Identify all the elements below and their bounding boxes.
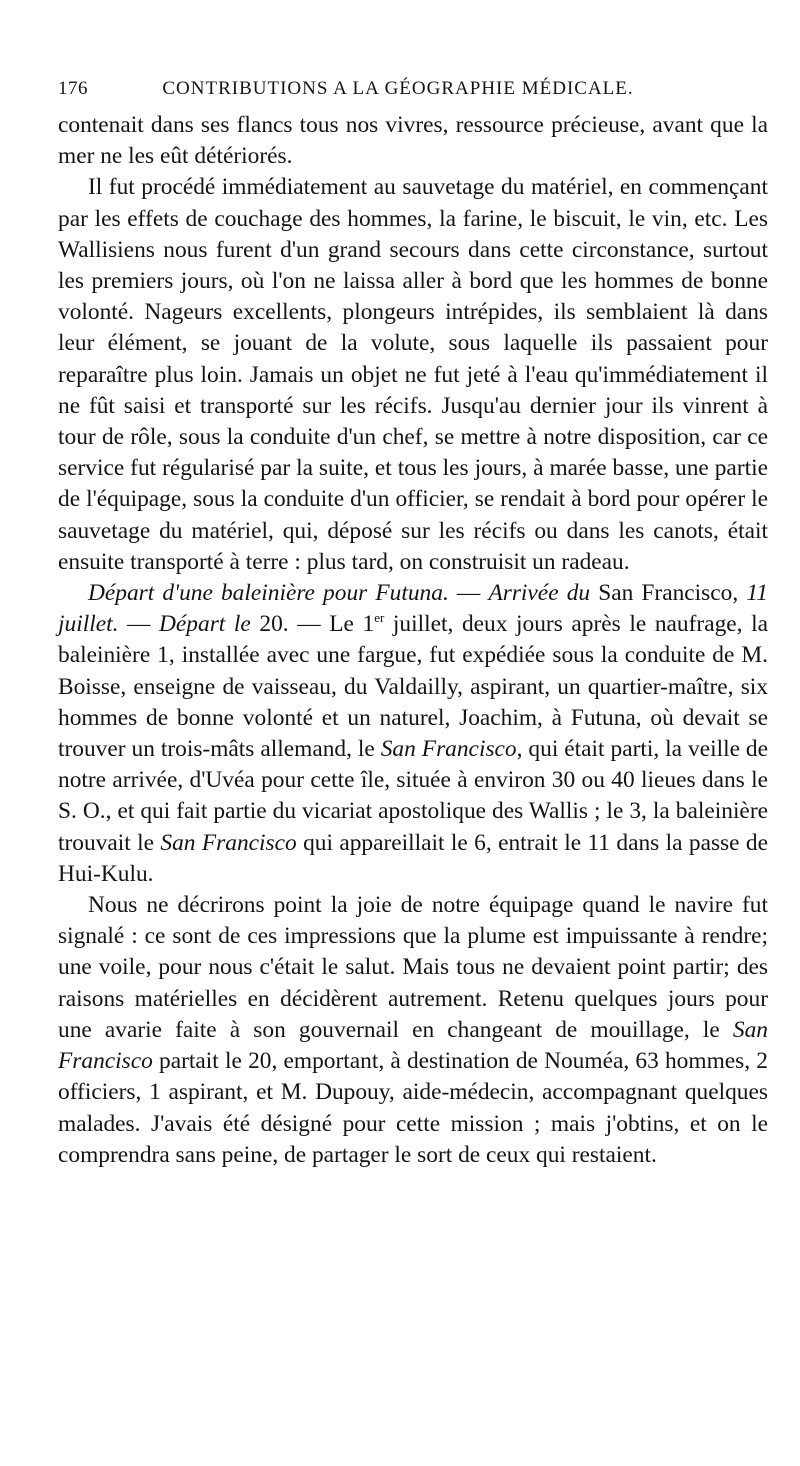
text-segment: , qui était parti, la veille de notre arrivée, d'Uvéa pour cette île, située à environ 30 ou 40 lieues dans le S. O., et qui fait partie du vicariat apostolique des Wallis ; le 3, la baleinière trouvait le [58, 736, 768, 856]
running-title: CONTRIBUTIONS A LA GÉOGRAPHIE MÉDICALE. [162, 78, 634, 99]
section-heading-depart: Départ d'une baleinière pour Futuna. [88, 580, 449, 607]
superscript-er: er [374, 610, 385, 626]
text-segment: qui appareillait le 6, entrait le 11 dans la passe de Hui-Kulu. [58, 829, 768, 887]
paragraph-sauvetage: Il fut procédé immédiatement au sauvetage du matériel, en commençant par les effets de couchage des hommes, la farine, le biscuit, le vin, etc. Les Wallisiens nous furent d'un grand secours dans cette circonstance, surtout les premiers jours, où l'on ne laissa aller à bord que les hommes de bonne volonté. Nageurs excellents, plongeurs intrépides, ils semblaient là dans leur élément, se jouant de la volute, sous laquelle ils passaient pour reparaître plus loin. Jamais un objet ne fut jeté à l'eau qu'immédiatement il ne fût saisi et transporté sur les récifs. Jusqu'au dernier jour ils vinrent à tour de rôle, sous la conduite d'un chef, se mettre à notre disposition, car ce service fut régularisé par la suite, et tous les jours, à marée basse, une partie de l'équipage, sous la conduite d'un officier, se rendait à bord pour opérer le sauvetage du matériel, qui, déposé sur les récifs ou dans les canots, était ensuite transporté à terre : plus tard, on construisit un radeau. [58, 174, 768, 575]
ship-name: San Francisco [58, 1016, 768, 1075]
text-segment: Nous ne décrirons point la joie de notre équipage quand le navire fut signalé : ce sont de ces impressions que la plume est impuissante à rendre; une voile, pour nous c'était le salut. Mais tous ne devaient point partir; des raisons matérielles en décidèrent autrement. Retenu quelques jours pour une avarie faite à son gouvernail en changeant de mouillage, le [58, 892, 768, 1043]
text-segment: — [118, 611, 160, 638]
paragraph-depart-baleiniere [58, 578, 768, 890]
running-header [58, 78, 768, 100]
body-text [58, 110, 768, 1171]
text-segment: juillet, deux jours après le naufrage, la baleinière 1, installée avec une fargue, fut expédiée sous la conduite de M. Boisse, enseigne de vaisseau, du Valdailly, aspirant, un quartier-maître, six hommes de bonne volonté et un naturel, Joachim, à Futuna, où devait se trouver un trois-mâts allemand, le [58, 611, 769, 763]
text-segment: partait le 20, emportant, à destination de Nouméa, 63 hommes, 2 officiers, 1 aspirant, et M. Dupouy, aide-médecin, accompagnant quelques malades. J'avais été désigné pour cette mission ; mais j'obtins, et on le comprendra sans peine, de partager le sort de ceux qui restaient. [58, 1048, 768, 1168]
text-segment: San Francisco, [590, 580, 747, 607]
section-heading-depart-le: Départ le [159, 611, 251, 638]
section-heading-date: 11 juillet. [58, 580, 768, 638]
text-segment: — [448, 580, 489, 607]
book-page [58, 78, 768, 1171]
paragraph-continuation: contenait dans ses flancs tous nos vivres, ressource précieuse, avant que la mer ne les eût détériorés. [58, 112, 768, 170]
ship-name: San Francisco [380, 736, 517, 763]
page-number: 176 [58, 78, 88, 99]
text-segment: 20. — Le 1 [250, 611, 375, 638]
ship-name: San Francisco [160, 829, 297, 856]
section-heading-arrivee: Arrivée du [488, 580, 591, 607]
paragraph-navire-signale [58, 890, 768, 1171]
